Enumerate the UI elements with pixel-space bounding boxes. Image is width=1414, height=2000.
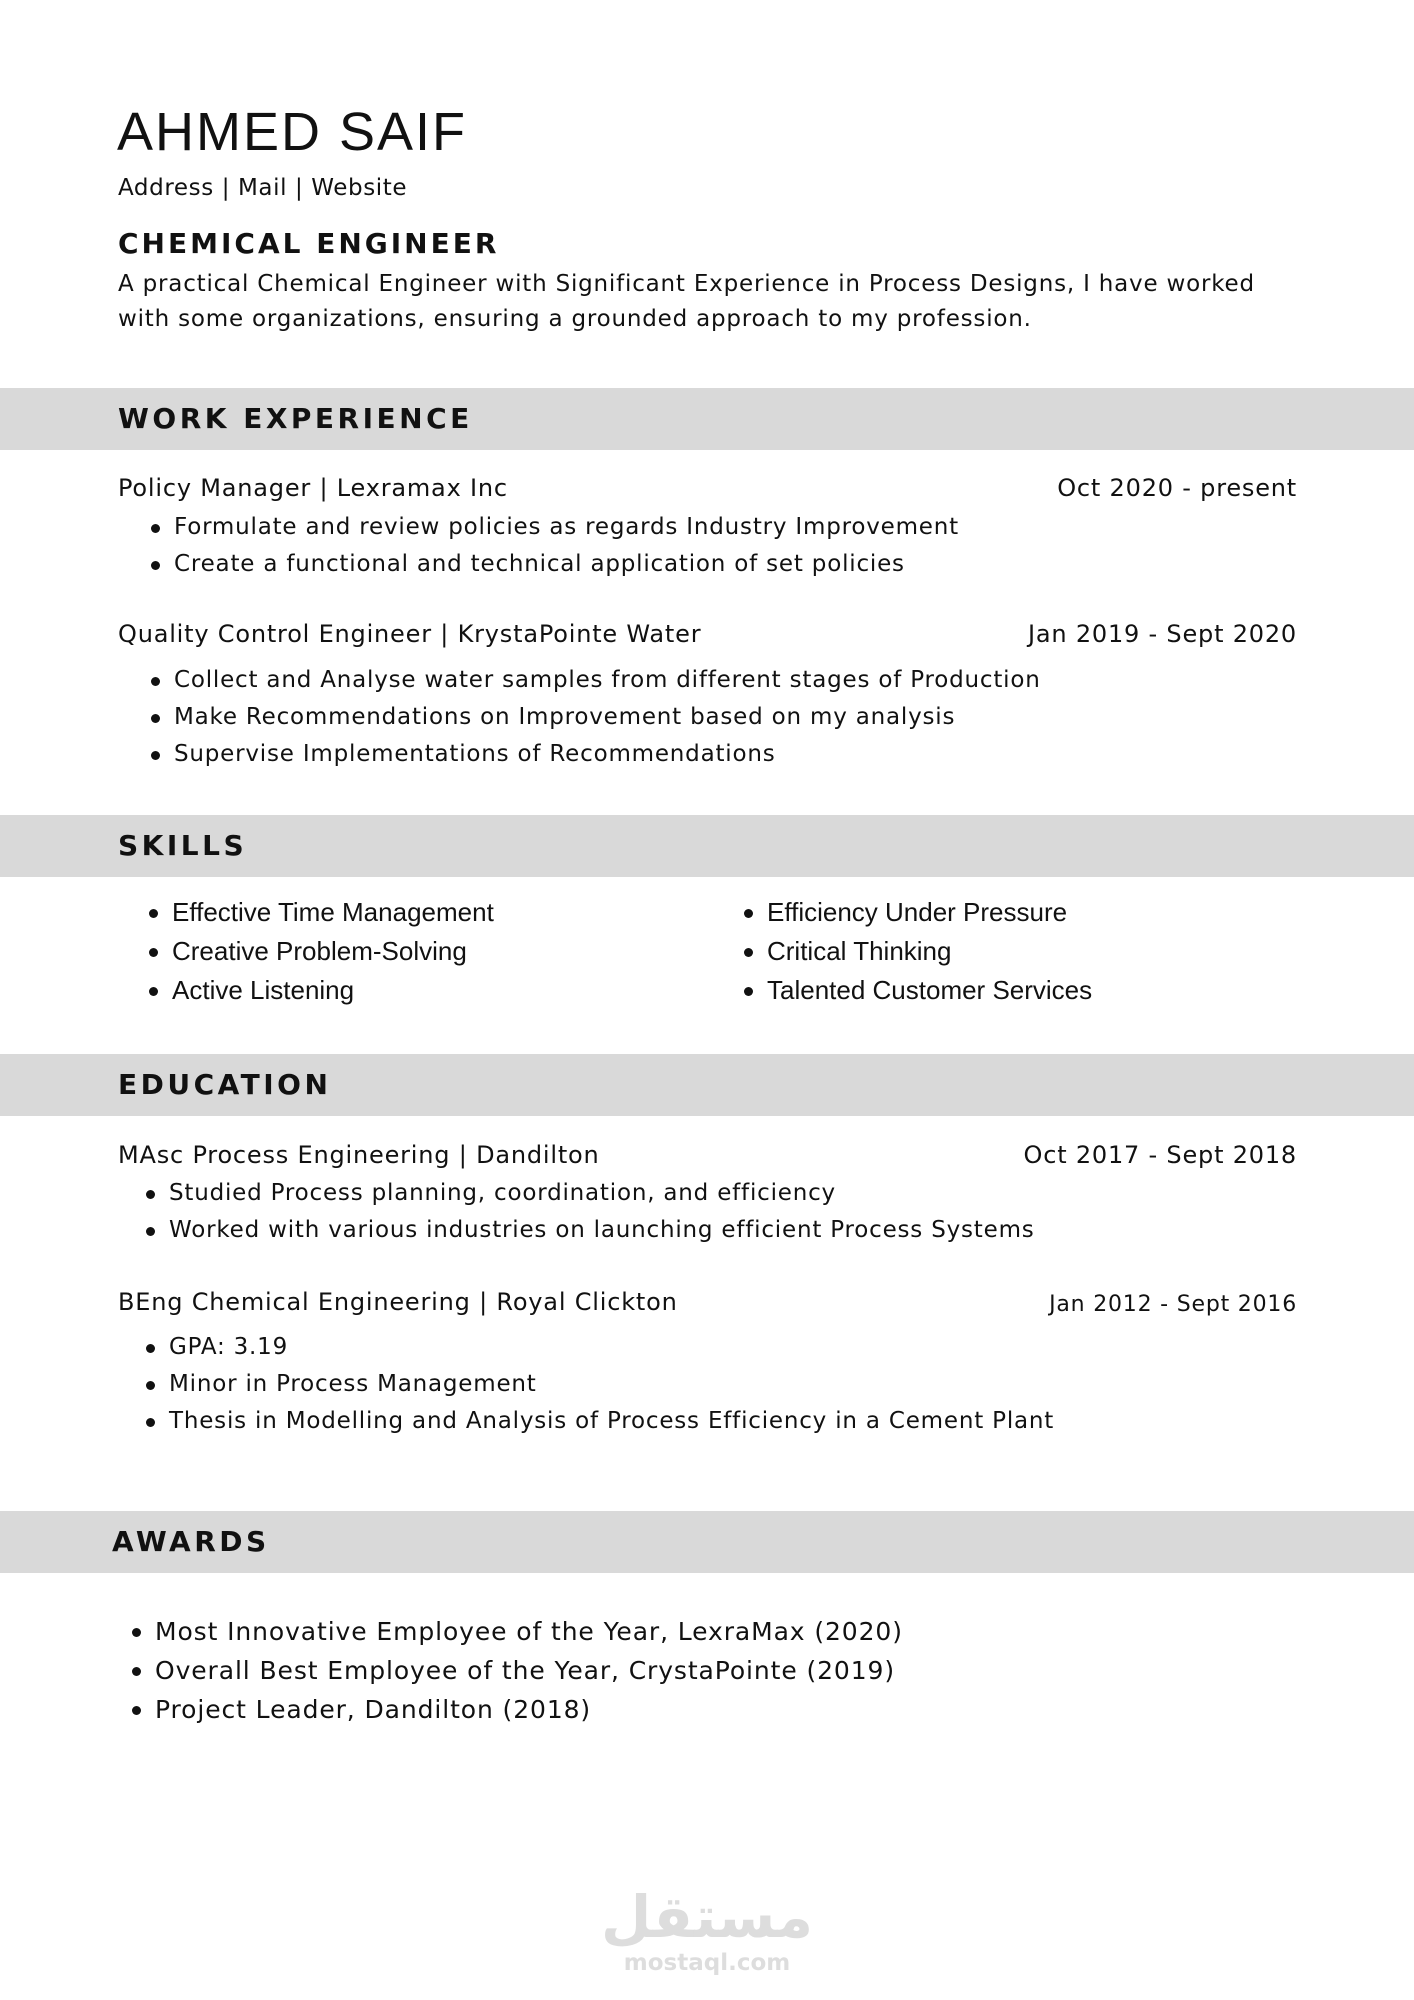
bullet-icon [151, 714, 160, 723]
list-item: Make Recommendations on Improvement based on my analysis [147, 699, 1041, 736]
candidate-name: AHMED SAIF [117, 102, 468, 162]
bullet-icon [744, 909, 753, 918]
bullet-icon [151, 524, 160, 533]
job-bullets [147, 662, 1041, 773]
section-title: EDUCATION [118, 1068, 332, 1101]
skills-header [0, 815, 1414, 877]
bullet-icon [132, 1706, 141, 1715]
degree-title: BEng Chemical Engineering | Royal Clickton [118, 1288, 678, 1316]
contact-line: Address | Mail | Website [118, 175, 408, 201]
list-item: Create a functional and technical application of set policies [147, 546, 959, 583]
list-item: GPA: 3.19 [142, 1329, 1054, 1366]
list-item: Formulate and review policies as regards Industry Improvement [147, 509, 959, 546]
bullet-icon [132, 1667, 141, 1676]
job-role: Policy Manager | Lexramax Inc [118, 474, 508, 502]
bullet-icon [146, 1381, 155, 1390]
mostaql-watermark-logo: مستقل [600, 1883, 814, 1951]
bullet-icon [149, 948, 158, 957]
job-title: CHEMICAL ENGINEER [118, 227, 500, 260]
award-item: Project Leader, Dandilton (2018) [128, 1690, 903, 1729]
job-bullets [147, 509, 959, 583]
skill-item: Efficiency Under Pressure [740, 893, 1092, 932]
list-item: Supervise Implementations of Recommendations [147, 736, 1041, 773]
section-title: SKILLS [118, 829, 248, 862]
list-item: Studied Process planning, coordination, and efficiency [142, 1175, 1035, 1212]
skills-right-column [740, 893, 1092, 1010]
skill-item: Effective Time Management [145, 893, 494, 932]
degree-bullets [142, 1329, 1054, 1440]
bullet-icon [151, 561, 160, 570]
bullet-icon [151, 751, 160, 760]
job-date: Oct 2020 - present [1057, 474, 1297, 502]
bullet-icon [146, 1344, 155, 1353]
list-item: Thesis in Modelling and Analysis of Process Efficiency in a Cement Plant [142, 1403, 1054, 1440]
education-header [0, 1054, 1414, 1116]
skill-item: Active Listening [145, 971, 494, 1010]
list-item: Minor in Process Management [142, 1366, 1054, 1403]
bullet-icon [146, 1418, 155, 1427]
skill-item: Talented Customer Services [740, 971, 1092, 1010]
bullet-icon [132, 1628, 141, 1637]
bullet-icon [146, 1190, 155, 1199]
list-item: Worked with various industries on launching efficient Process Systems [142, 1212, 1035, 1249]
degree-bullets [142, 1175, 1035, 1249]
skills-left-column [145, 893, 494, 1010]
awards-header [0, 1511, 1414, 1573]
bullet-icon [744, 987, 753, 996]
award-item: Most Innovative Employee of the Year, LexraMax (2020) [128, 1612, 903, 1651]
skill-item: Critical Thinking [740, 932, 1092, 971]
list-item: Collect and Analyse water samples from different stages of Production [147, 662, 1041, 699]
degree-date: Oct 2017 - Sept 2018 [1023, 1141, 1297, 1169]
skill-item: Creative Problem-Solving [145, 932, 494, 971]
work-experience-header [0, 388, 1414, 450]
bullet-icon [149, 909, 158, 918]
section-title: AWARDS [112, 1525, 270, 1558]
bullet-icon [146, 1227, 155, 1236]
bullet-icon [151, 677, 160, 686]
bullet-icon [744, 948, 753, 957]
profile-summary: A practical Chemical Engineer with Significant Experience in Process Designs, I have worked with some organizations, ensuring a grounded approach to my profession. [118, 271, 1255, 332]
section-title: WORK EXPERIENCE [118, 402, 473, 435]
awards-list [128, 1612, 903, 1729]
job-date: Jan 2019 - Sept 2020 [1028, 620, 1297, 648]
degree-title: MAsc Process Engineering | Dandilton [118, 1141, 600, 1169]
mostaql-watermark-url: mostaql.com [623, 1950, 791, 1976]
bullet-icon [149, 987, 158, 996]
job-role: Quality Control Engineer | KrystaPointe Water [118, 620, 702, 648]
award-item: Overall Best Employee of the Year, CrystaPointe (2019) [128, 1651, 903, 1690]
degree-date: Jan 2012 - Sept 2016 [1049, 1292, 1297, 1317]
